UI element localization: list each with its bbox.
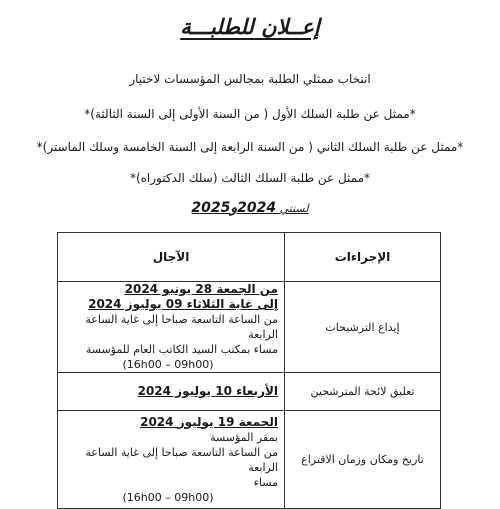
deadline-place: مساء بمكتب السيد الكاتب العام للمؤسسة bbox=[85, 343, 278, 356]
procedure-cell: إيداع الترشيحات bbox=[285, 282, 441, 373]
table-row bbox=[58, 411, 441, 509]
rep-first-cycle: *ممثل عن طلبة السلك الأول ( من السنة الأولى إلى السنة الثالثة)* bbox=[84, 107, 416, 121]
deadline-date: الأربعاء 10 يوليوز 2024 bbox=[137, 384, 278, 398]
deadlines-header: الآجال bbox=[58, 233, 285, 282]
deadline-hours: من الساعة التاسعة صباحا إلى غاية الساعة الرابعة bbox=[85, 313, 278, 341]
years-value: 2024و2025 bbox=[191, 200, 277, 216]
rep-second-cycle: *ممثل عن طلبة السلك الثاني ( من السنة الرابعة إلى السنة الخامسة وسلك الماستر)* bbox=[36, 140, 464, 154]
deadline-time-range: (16h00 – 09h00) bbox=[122, 490, 214, 504]
schedule-table bbox=[57, 232, 441, 509]
deadline-cell bbox=[58, 373, 285, 411]
deadline-cell bbox=[58, 282, 285, 373]
deadline-time-range: (16h00 – 09h00) bbox=[122, 358, 214, 371]
years-prefix: لسنتي bbox=[276, 202, 309, 215]
deadline-end: إلى غاية الثلاثاء 09 يوليوز 2024 bbox=[88, 297, 278, 311]
procedures-header: الإجراءات bbox=[285, 233, 441, 282]
table-row bbox=[58, 373, 441, 411]
deadline-evening: مساء bbox=[253, 475, 278, 489]
table-header-row bbox=[58, 233, 441, 282]
page-title: إعــلان للطلبـــة bbox=[180, 14, 320, 39]
academic-years bbox=[0, 200, 500, 216]
procedure-cell: تعليق لائحة المترشحين bbox=[285, 373, 441, 411]
deadline-cell bbox=[58, 411, 285, 509]
deadline-start: من الجمعة 28 يونيو 2024 bbox=[124, 282, 278, 296]
procedure-cell: تاريخ ومكان وزمان الاقتراع bbox=[285, 411, 441, 509]
deadline-hours: من الساعة التاسعة صباحا إلى غاية الساعة الرابعة bbox=[85, 445, 278, 474]
rep-third-cycle: *ممثل عن طلبة السلك الثالث (سلك الدكتوراه)* bbox=[129, 171, 371, 185]
deadline-place: بمقر المؤسسة bbox=[210, 430, 278, 444]
deadline-date: الجمعة 19 يوليوز 2024 bbox=[140, 414, 278, 429]
subtitle: انتخاب ممثلي الطلبة بمجالس المؤسسات لاختيار bbox=[129, 72, 371, 86]
table-row bbox=[58, 282, 441, 373]
